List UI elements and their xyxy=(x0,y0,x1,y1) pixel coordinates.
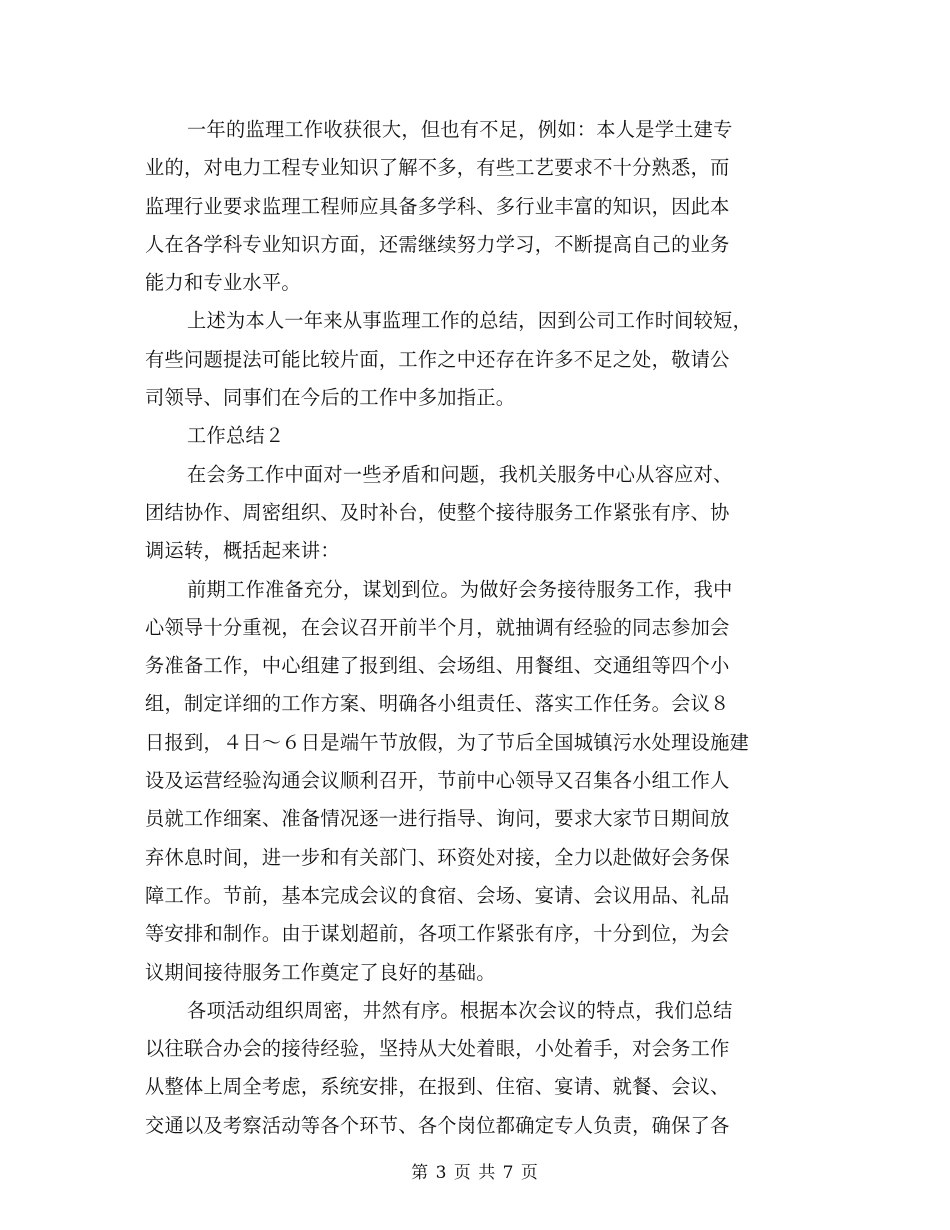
text-line: 在会务工作中面对一些矛盾和问题，我机关服务中心从容应对、 xyxy=(187,462,733,486)
text-line: 能力和专业水平。 xyxy=(145,271,301,295)
text-line: 员就工作细案、准备情况逐一进行指导、询问，要求大家节日期间放 xyxy=(145,807,730,831)
text-line: 各项活动组织周密，井然有序。根据本次会议的特点，我们总结 xyxy=(187,998,733,1022)
text-line: 从整体上周全考虑，系统安排，在报到、住宿、宴请、就餐、会议、 xyxy=(145,1075,730,1099)
text-line: 组，制定详细的工作方案、明确各小组责任、落实工作任务。会议８ xyxy=(145,692,730,716)
text-line: 日报到，４日～６日是端午节放假，为了节后全国城镇污水处理设施建 xyxy=(145,730,750,754)
text-line: 障工作。节前，基本完成会议的食宿、会场、宴请、会议用品、礼品 xyxy=(145,883,730,907)
text-line: 弃休息时间，进一步和有关部门、环资处对接，全力以赴做好会务保 xyxy=(145,845,730,869)
text-line: 设及运营经验沟通会议顺利召开，节前中心领导又召集各小组工作人 xyxy=(145,769,730,793)
text-line: 心领导十分重视，在会议召开前半个月，就抽调有经验的同志参加会 xyxy=(145,615,730,639)
text-line: 业的，对电力工程专业知识了解不多，有些工艺要求不十分熟悉，而 xyxy=(145,156,730,180)
page-number-footer: 第 3 页 共 7 页 xyxy=(411,1163,539,1183)
text-line: 议期间接待服务工作奠定了良好的基础。 xyxy=(145,960,496,984)
text-line: 司领导、同事们在今后的工作中多加指正。 xyxy=(145,386,516,410)
text-line: 交通以及考察活动等各个环节、各个岗位都确定专人负责，确保了各 xyxy=(145,1113,730,1137)
text-line: 监理行业要求监理工程师应具备多学科、多行业丰富的知识，因此本 xyxy=(145,194,730,218)
text-line: 上述为本人一年来从事监理工作的总结，因到公司工作时间较短， xyxy=(187,309,753,333)
text-line: 有些问题提法可能比较片面，工作之中还存在许多不足之处，敬请公 xyxy=(145,347,730,371)
text-line: 等安排和制作。由于谋划超前，各项工作紧张有序，十分到位，为会 xyxy=(145,922,730,946)
section-heading: 工作总结２ xyxy=(187,424,285,448)
document-body xyxy=(145,111,805,1145)
text-line: 团结协作、周密组织、及时补台，使整个接待服务工作紧张有序、协 xyxy=(145,500,730,524)
text-line: 务准备工作，中心组建了报到组、会场组、用餐组、交通组等四个小 xyxy=(145,654,730,678)
text-line: 人在各学科专业知识方面，还需继续努力学习，不断提高自己的业务 xyxy=(145,232,730,256)
text-line: 调运转，概括起来讲： xyxy=(145,539,340,563)
text-line: 一年的监理工作收获很大，但也有不足，例如：本人是学土建专 xyxy=(187,118,733,141)
text-line: 前期工作准备充分，谋划到位。为做好会务接待服务工作，我中 xyxy=(187,577,733,601)
text-line: 以往联合办会的接待经验，坚持从大处着眼，小处着手，对会务工作 xyxy=(145,1037,730,1061)
